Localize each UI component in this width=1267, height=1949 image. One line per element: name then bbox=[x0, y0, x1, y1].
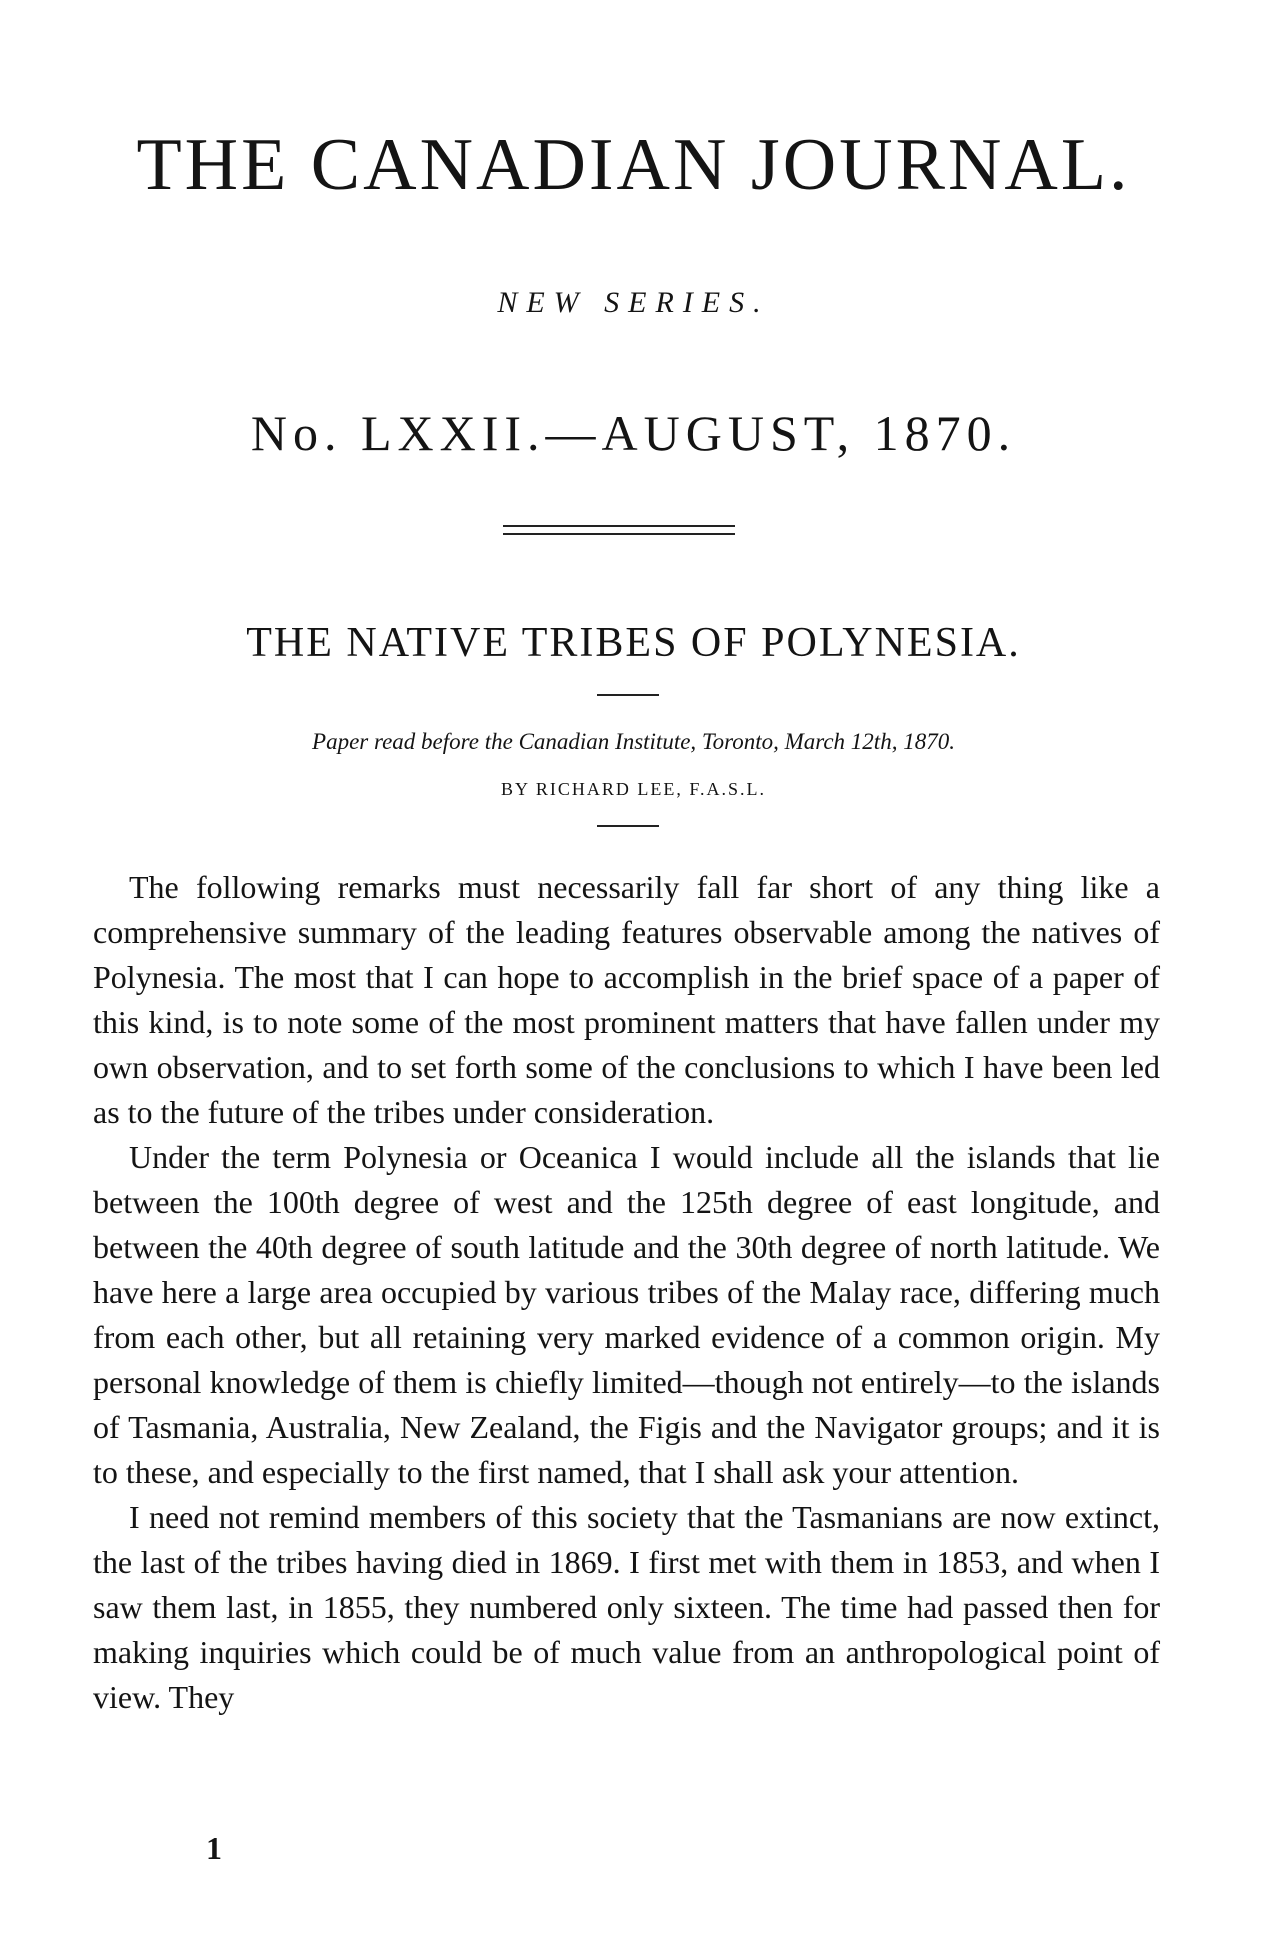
article-title: THE NATIVE TRIBES OF POLYNESIA. bbox=[246, 620, 1021, 666]
journal-title: THE CANADIAN JOURNAL. bbox=[136, 124, 1131, 206]
paragraph: The following remarks must necessarily fall far short of any thing like a comprehensive summary of the leading features observable among the natives of Polynesia. The most that I can hope to accomplish in the brief space of a paper of this kind, is to note some of the most prominent matters that have fallen under my own observation, and to set forth some of the conclusions to which I have been led as to the future of the tribes under consideration. bbox=[93, 869, 1160, 1130]
paragraph: Under the term Polynesia or Oceanica I would include all the islands that lie between the 100th degree of west and the 125th degree of east longitude, and between the 40th degree of south latitude and the 30th degree of north latitude. We have here a large area occupied by various tribes of the Malay race, differing much from each other, but all retaining very marked evidence of a common origin. My personal knowledge of them is chiefly limited—though not entirely—to the islands of Tasmania, Australia, New Zealand, the Figis and the Navigator groups; and it is to these, and especially to the first named, that I shall ask your attention. bbox=[93, 1139, 1160, 1490]
author-byline: BY RICHARD LEE, F.A.S.L. bbox=[501, 779, 766, 799]
title-divider bbox=[597, 694, 659, 696]
issue-line: No. LXXII.—AUGUST, 1870. bbox=[250, 405, 1017, 461]
byline-divider bbox=[597, 825, 659, 827]
paper-note: Paper read before the Canadian Institute, Toronto, March 12th, 1870. bbox=[312, 729, 955, 754]
article-body bbox=[93, 865, 1160, 1720]
paragraph: I need not remind members of this society that the Tasmanians are now extinct, the last of the tribes having died in 1869. I first met with them in 1853, and when I saw them last, in 1855, they numbered only sixteen. The time had passed then for making inquiries which could be of much value from an anthropological point of view. They bbox=[93, 1499, 1160, 1715]
series-label: NEW SERIES. bbox=[497, 286, 770, 319]
page-number: 1 bbox=[206, 1830, 222, 1866]
header-divider bbox=[503, 525, 735, 535]
